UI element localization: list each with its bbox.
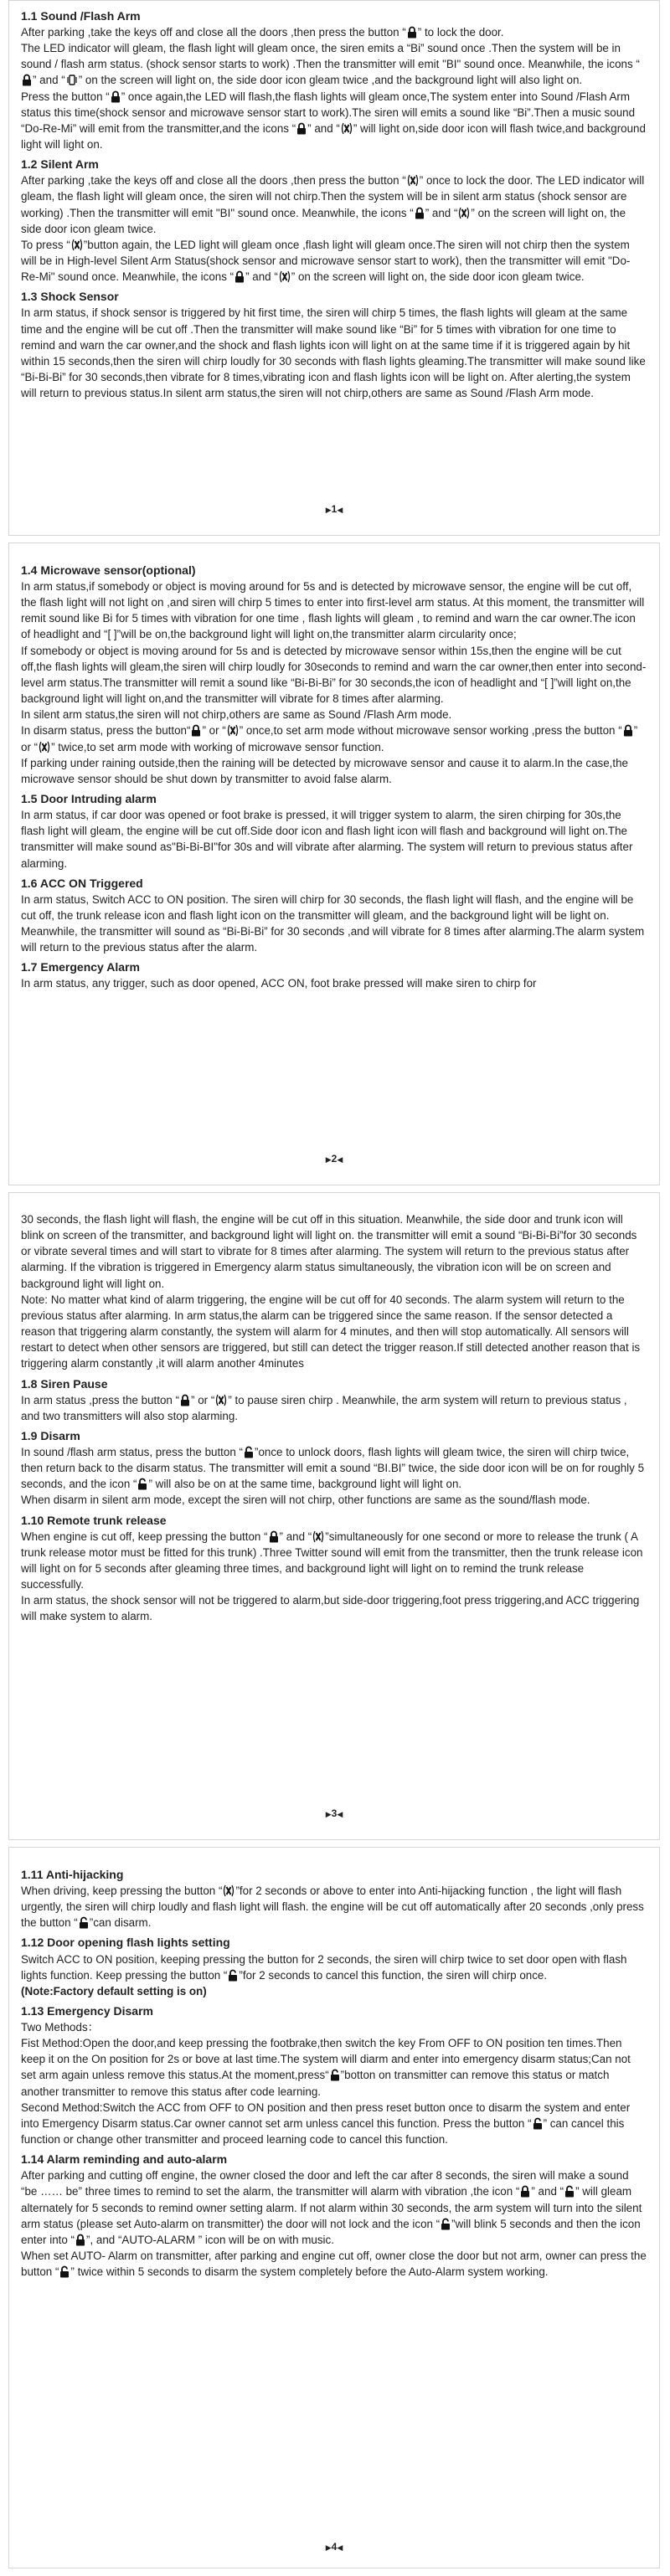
section-heading: 1.8 Siren Pause xyxy=(21,1376,108,1391)
lock-icon xyxy=(407,26,417,39)
section-heading: 1.5 Door Intruding alarm xyxy=(21,792,157,806)
section-paragraph: (Note:Factory default setting is on) xyxy=(21,1984,207,1998)
section-paragraph: Fist Method:Open the door,and keep pressing the footbrake,then switch the key From OFF to ON position ten times.Then keep it on the On position for 2s or bove at last time.The system will diarm and enter into emergency disarm status;Can not set arm again unless remove this status.At the moment,press“ ”botton on transmitter can remove this status or match another transmitter to remove this status after code learning. xyxy=(21,2037,631,2098)
section-heading: 1.6 ACC ON Triggered xyxy=(21,876,143,890)
section-paragraph: In arm status, if car door was opened or foot brake is pressed, it will trigger system to alarm, the siren chirping for 30s,the flash light will gleam, the engine will be cut off.Side door icon and flash light icon will flash and background will light on.The transmitter will make sound as"Bi-Bi-BI"for 30s and will vibrate after alarming. The system will return to previous status after alarming. xyxy=(21,809,633,870)
section-paragraph: In arm status, Switch ACC to ON position. The siren will chirp for 30 seconds, the flash light will flash, and the engine will be cut off, the trunk release icon and flash light icon on the transmitter will gleam, and the background light will be light on. xyxy=(21,892,634,922)
page-number xyxy=(9,1807,659,1821)
lock-icon xyxy=(22,74,32,86)
section-heading: 1.10 Remote trunk release xyxy=(21,1513,167,1527)
page-content xyxy=(9,1848,659,2280)
section-paragraph: When engine is cut off, keep pressing the button “ ” and “ ”simultaneously for one second or more to release the trunk ( A trunk release motor must be fitted for this trunk) .Three Twitter sound will emit from the transmitter, then the trunk release icon will light on for 5 seconds after gleaming three times, and background light will light on to remind the trunk release successfully. xyxy=(21,1530,643,1591)
page-content xyxy=(9,1193,659,1624)
page-marker-right-icon: ◀ xyxy=(337,1154,343,1164)
unlock-icon xyxy=(137,1478,147,1490)
silent-mode-icon xyxy=(312,1530,324,1543)
unlock-icon xyxy=(533,2117,543,2130)
section-paragraph: In arm status, any trigger, such as door opened, ACC ON, foot brake pressed will make siren to chirp for xyxy=(21,977,537,990)
section-paragraph: In disarm status, press the button“ ” or “ ” once,to set arm mode without microwave sensor working ,press the button “ ” or “ ” twice,to set arm mode with working of microwave sensor function. xyxy=(21,724,638,753)
section-heading: 1.9 Disarm xyxy=(21,1428,80,1442)
silent-mode-icon xyxy=(215,1394,227,1406)
section-paragraph: In silent arm status,the siren will not chirp,others are same as Sound /Flash Arm mode. xyxy=(21,708,452,722)
lock-icon xyxy=(623,724,633,737)
section-paragraph: 30 seconds, the flash light will flash, the engine will be cut off in this situation. Meanwhile, the side door and trunk icon will blink on screen of the transmitter, and background light will light on. the transmitter will emit a sound “Bi-Bi-Bi”for 30 seconds or vibrate several times and will start to vibrate for 8 times after alarming. The system will return to the previous status after alarming. If the vibration is triggered in Emergency alarm status simultaneously, the vibration icon will be on screen and background light will light on. xyxy=(21,1213,637,1290)
manual-page-2 xyxy=(8,542,660,1185)
page-marker-left-icon: ▶ xyxy=(325,2543,332,2552)
section-heading: 1.2 Silent Arm xyxy=(21,157,99,172)
section-paragraph: When set AUTO- Alarm on transmitter, after parking and engine cut off, owner close the door but not arm, owner can press the button “ ” twice within 5 seconds to disarm the system completely before the Auto-Alarm system working. xyxy=(21,2250,647,2279)
unlock-icon xyxy=(79,1916,89,1929)
section-paragraph: If parking under raining outside,then the raining will be detected by microwave sensor and cause it to alarm.In the case,the microwave sensor should be shut down by transmitter to avoid false alarm. xyxy=(21,756,628,785)
unlock-icon xyxy=(244,1446,254,1458)
section-paragraph: After parking and cutting off engine, the owner closed the door and left the car after 8 seconds, the siren will make a sound “be …… be” three times to remind to set the alarm, the transmitter will alarm with vibration ,the icon “ ” and “ ” will gleam alternately for 5 seconds to remind owner setting alarm. If not alarm within 30 seconds, the arm system will turn into the silent arm status (please set Auto-alarm on transmitter) the door will not lock and the icon “ ”will blink 5 seconds and then the icon enter into “ ”, and “AUTO-ALARM ” icon will be on with music. xyxy=(21,2169,642,2246)
section-heading: 1.1 Sound /Flash Arm xyxy=(21,9,141,23)
section-paragraph: Meanwhile, the transmitter will sound as “Bi-Bi-Bi” for 30 seconds ,and will vibrate for 8 times after alarming.The alarm system will return to the previous status after the alarm. xyxy=(21,925,645,954)
silent-mode-icon xyxy=(341,122,353,135)
section-paragraph: When driving, keep pressing the button “ ”for 2 seconds or above to enter into Anti-hijacking function , the light will flash urgently, the siren will chirp loudly and flash light will flash. the engine will be cut off automatically after 20 seconds ,only press the button “ ”can disarm. xyxy=(21,1884,644,1930)
manual-page-4 xyxy=(8,1847,660,2568)
page-content xyxy=(9,1,659,401)
silent-mode-icon xyxy=(39,741,50,753)
unlock-icon xyxy=(441,2218,451,2230)
lock-icon xyxy=(75,2234,85,2246)
section-paragraph: In arm status, the shock sensor will not be triggered to alarm,but side-door triggering,foot press triggering,and ACC triggering will make system to alarm. xyxy=(21,1594,640,1623)
page-number-label: 2 xyxy=(331,1152,338,1165)
unlock-icon xyxy=(228,1969,238,1982)
section-paragraph: To press “ ”button again, the LED light will gleam once ,flash light will gleam once.The siren will not chirp then the system will be in High-level Silent Arm Status(shock sensor and microwave sensor start to work), then the transmitter will emit "Do-Re-Mi" sound once. Meanwhile, the icons “ ” and “ ” on the screen will light on, the side door icon gleam twice. xyxy=(21,238,631,284)
page-marker-left-icon: ▶ xyxy=(325,505,332,514)
unlock-icon xyxy=(59,2265,70,2278)
section-paragraph: In arm status ,press the button “ ” or “ ” to pause siren chirp . Meanwhile, the arm system will return to previous status , and two transmitters will also stop alarming. xyxy=(21,1393,627,1422)
silent-mode-icon xyxy=(407,174,419,187)
section-heading: 1.12 Door opening flash lights setting xyxy=(21,1936,230,1950)
section-paragraph: In sound /flash arm status, press the button “ ”once to unlock doors, flash lights will gleam twice, the siren will chirp twice, then return back to the disarm status. The transmitter will emit a sound “BI.BI” twice, the side door icon will be on for roughly 5 seconds, and the icon “ ” will also be on at the same time, background light will light on. xyxy=(21,1445,645,1491)
page-content xyxy=(9,543,659,992)
lock-icon xyxy=(180,1394,190,1406)
section-paragraph: Press the button “ ” once again,the LED will flash,the flash lights will gleam once,The system enter into Sound /Flash Arm status this time(shock sensor and microwave sensor start to work).The siren will emits a sound like “Bi”.Then a music sound “Do-Re-Mi” will emit from the transmitter,and the icons “ ” and “ ” will light on,side door icon will flash twice,and background light will light on. xyxy=(21,90,646,152)
silent-mode-icon xyxy=(279,270,291,283)
section-heading: 1.14 Alarm reminding and auto-alarm xyxy=(21,2152,228,2167)
section-paragraph: After parking ,take the keys off and close all the doors ,then press the button “ ” to lock the door. xyxy=(21,26,504,39)
unlock-icon xyxy=(330,2069,340,2081)
section-paragraph: Second Method:Switch the ACC from OFF to ON position and then press reset button once to disarm the system and enter into Emergency Disarm status.Car owner cannot set arm unless cancel this function. Press the button “ ” can cancel this function or change other transmitter and proceed learning code to cancel this function. xyxy=(21,2100,631,2147)
section-paragraph: Two Methods： xyxy=(21,2020,100,2034)
manual-page-3 xyxy=(8,1192,660,1840)
lock-icon xyxy=(191,724,201,737)
page-number xyxy=(9,2540,659,2554)
page-marker-right-icon: ◀ xyxy=(337,1809,343,1818)
section-heading: 1.7 Emergency Alarm xyxy=(21,960,140,974)
lock-icon xyxy=(296,122,307,135)
page-marker-left-icon: ▶ xyxy=(325,1154,332,1164)
lock-icon xyxy=(269,1530,279,1543)
section-heading: 1.11 Anti-hijacking xyxy=(21,1868,124,1881)
page-number-label: 4 xyxy=(331,2540,338,2553)
lock-icon xyxy=(520,2185,530,2198)
page-number xyxy=(9,502,659,517)
section-paragraph: Switch ACC to ON position, keeping pressing the button for 2 seconds, the siren will chirp twice to set door open with flash lights function. Keep pressing the button “ ”for 2 seconds to cancel this function, the siren will chirp once. xyxy=(21,1952,627,1982)
section-paragraph: In arm status,if somebody or object is moving around for 5s and is detected by microwave sensor, the engine will be cut off, the flash light will not light on ,and siren will chirp 5 times to enter into first-level arm status. At this moment, the transmitter will remit sound like Bi for 5 times with vibration for one time , flash lights will gleam , to remind and warn the car owner.The icon of headlight and “[ ]”will be on,the background light will light on,the transmitter alarm circularity once; xyxy=(21,580,645,641)
silent-mode-icon xyxy=(227,724,239,737)
page-number-label: 3 xyxy=(331,1807,338,1819)
page-number-label: 1 xyxy=(331,502,338,515)
lock-icon xyxy=(234,270,245,283)
section-heading: 1.13 Emergency Disarm xyxy=(21,2003,153,2018)
section-paragraph: Note: No matter what kind of alarm triggering, the engine will be cut off for 40 seconds. The alarm system will return to the previous status after alarming. In arm status,the alarm can be triggered since the same reason. If the sensor detected a reason that triggering alarm constantly, the system will alarm for 4 minutes, and then will stop automatically. All sensors will restart to detect when other sensors are triggered, but still can detect the trigger reason.If still detected another reason that is triggering alarm constantly ,it will alarm another 4minutes xyxy=(21,1293,641,1370)
page-number xyxy=(9,1152,659,1166)
section-paragraph: After parking ,take the keys off and close all the doors ,then press the button “ ” once to lock the door. The LED indicator will gleam, the flash light will gleam once, the siren will not chirp.Then the system will be in silent arm status (shock sensor are working) .Then the transmitter will emit "BI" sound once. Meanwhile, the icons “ ” and “ ” on the screen will light on, the side door icon gleam twice. xyxy=(21,174,645,235)
page-marker-right-icon: ◀ xyxy=(337,2543,343,2552)
section-heading: 1.4 Microwave sensor(optional) xyxy=(21,563,196,577)
page-marker-left-icon: ▶ xyxy=(325,1809,332,1818)
section-paragraph: When disarm in silent arm mode, except the siren will not chirp, other functions are same as the sound/flash mode. xyxy=(21,1494,590,1507)
section-paragraph: The LED indicator will gleam, the flash light will gleam once, the siren emits a “Bi” sound once .Then the system will be in sound / flash arm status. (shock sensor starts to work) .Then the transmitter will emit "BI" sound once. Meanwhile, the icons “ ” and “ ” on the screen will light on, the side door icon gleam twice ,and the background light will also light on. xyxy=(21,42,640,87)
section-paragraph: If somebody or object is moving around for 5s and is detected by microwave sensor within 15s,then the engine will be cut off,the flash lights will gleam,the siren will chirp loudly for 30seconds to remind and warn the car owner,then enter into second-level arm status.The transmitter will remit a sound like “Bi-Bi-Bi” for 30 seconds,the icon of headlight and “[ ]”will light on,the background light will light on,and the transmitter will vibrate for 8 times after alarming. xyxy=(21,644,647,706)
silent-mode-icon xyxy=(458,207,470,219)
lock-icon xyxy=(111,90,121,103)
vibrate-icon xyxy=(66,74,78,86)
page-marker-right-icon: ◀ xyxy=(337,505,343,514)
section-heading: 1.3 Shock Sensor xyxy=(21,290,119,304)
unlock-icon xyxy=(564,2185,575,2198)
silent-mode-icon xyxy=(71,239,83,251)
lock-icon xyxy=(415,207,425,219)
manual-page-1 xyxy=(8,0,660,536)
silent-mode-icon xyxy=(223,1884,234,1897)
section-paragraph: In arm status, if shock sensor is triggered by hit first time, the siren will chirp 5 times, the flash lights will gleam at the same time and the engine will be cut off .Then the transmitter will make sound like “Bi” for 5 times with vibration for one time to remind and warn the car owner,and the shock and flash lights icon will light on at the same time if it is triggered again by hit within 15 seconds,then the siren will chirp loudly for 30 seconds with flash lights gleaming.The transmitter will make sound like “Bi-Bi-Bi” for 30 seconds,then vibrate for 8 times,vibrating icon and flash lights icon will be light on. After alerting,the system will return to previous status.In silent arm status,the siren will not chirp,others are same as Sound /Flash Arm mode. xyxy=(21,306,646,400)
